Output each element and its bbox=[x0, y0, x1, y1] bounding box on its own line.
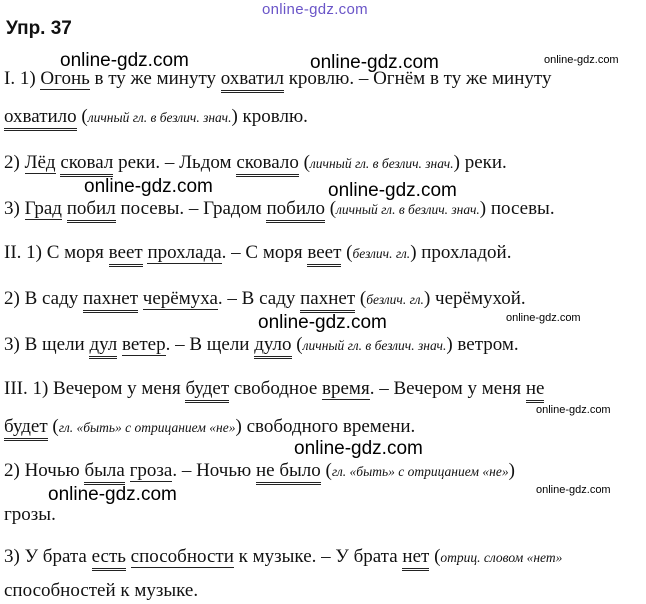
watermark: online-gdz.com bbox=[506, 312, 581, 324]
subject: способности bbox=[130, 546, 234, 567]
grammar-note: личный гл. в безлич. знач. bbox=[309, 156, 454, 171]
sentence-number: 2) bbox=[4, 152, 25, 173]
watermark: online-gdz.com bbox=[294, 438, 423, 459]
predicate: не было bbox=[256, 460, 321, 485]
text: . – Вечером у меня bbox=[369, 378, 526, 399]
sentence-3: 3) Град побил посевы. – Градом побило (личный гл. в безлич. знач.) посевы. bbox=[4, 198, 555, 220]
watermark: online-gdz.com bbox=[84, 176, 213, 197]
subject: гроза bbox=[129, 460, 173, 481]
subject: ветер bbox=[122, 334, 166, 355]
text: способностей к музыке. bbox=[4, 580, 199, 601]
predicate: пахнет bbox=[300, 288, 355, 313]
text: посевы. bbox=[486, 198, 555, 219]
predicate: сковал bbox=[60, 152, 113, 177]
predicate: будет bbox=[185, 378, 229, 403]
text: . – В саду bbox=[217, 288, 301, 309]
sentence-5: 2) В саду пахнет черёмуха. – В саду пахнет (безлич. гл.) черёмухой. bbox=[4, 288, 526, 310]
sentence-7-line-2: будет (гл. «быть» с отрицанием «не») свободного времени. bbox=[4, 416, 415, 438]
predicate: дул bbox=[89, 334, 117, 359]
predicate: дуло bbox=[254, 334, 291, 359]
text: реки. bbox=[459, 152, 507, 173]
sentence-number: 3) В щели bbox=[4, 334, 90, 355]
text: . – С моря bbox=[221, 242, 308, 263]
grammar-note: отриц. словом «нет» bbox=[440, 550, 563, 565]
exercise-title: Упр. 37 bbox=[6, 18, 72, 39]
predicate: пахнет bbox=[83, 288, 138, 313]
predicate: веет bbox=[307, 242, 341, 267]
watermark: online-gdz.com bbox=[262, 1, 368, 18]
predicate: охватил bbox=[221, 68, 284, 93]
grammar-note: личный гл. в безлич. знач. bbox=[336, 202, 480, 217]
sentence-8-line-1: 2) Ночью была гроза. – Ночью не было (гл. «быть» с отрицанием «не») bbox=[4, 460, 515, 482]
sentence-9-line-1: 3) У брата есть способности к музыке. – У брата нет (отриц. словом «нет» bbox=[4, 546, 562, 568]
text: . – Ночью bbox=[172, 460, 256, 481]
watermark: online-gdz.com bbox=[544, 54, 619, 66]
predicate: побило bbox=[266, 198, 324, 223]
sentence-1-line-2: охватило (личный гл. в безлич. знач.) кровлю. bbox=[4, 106, 308, 128]
text: кровлю. – Огнём в ту же минуту bbox=[283, 68, 552, 89]
watermark: online-gdz.com bbox=[536, 484, 611, 496]
sentence-6: 3) В щели дул ветер. – В щели дуло (личный гл. в безлич. знач.) ветром. bbox=[4, 334, 519, 356]
grammar-note: личный гл. в безлич. знач. bbox=[302, 338, 447, 353]
predicate: была bbox=[84, 460, 124, 485]
text: свободного времени. bbox=[241, 416, 416, 437]
text: кровлю. bbox=[237, 106, 308, 127]
subject: Лёд bbox=[24, 152, 56, 173]
watermark: online-gdz.com bbox=[310, 52, 439, 73]
grammar-note: безлич. гл. bbox=[366, 292, 424, 307]
text: ветром. bbox=[452, 334, 519, 355]
predicate: есть bbox=[92, 546, 126, 571]
grammar-note: гл. «быть» с отрицанием «не» bbox=[58, 420, 236, 435]
text: к музыке. – У брата bbox=[233, 546, 403, 567]
grammar-note: личный гл. в безлич. знач. bbox=[87, 110, 232, 125]
predicate: не bbox=[526, 378, 545, 403]
watermark: online-gdz.com bbox=[258, 312, 387, 333]
text bbox=[125, 460, 130, 481]
text: свободное bbox=[229, 378, 323, 399]
text: в ту же минуту bbox=[89, 68, 221, 89]
predicate: веет bbox=[109, 242, 143, 267]
predicate: сковало bbox=[236, 152, 299, 177]
text: грозы. bbox=[4, 504, 56, 525]
sentence-number: II. 1) С моря bbox=[4, 242, 109, 263]
text: посевы. – Градом bbox=[115, 198, 267, 219]
sentence-number: III. 1) Вечером у меня bbox=[4, 378, 186, 399]
watermark: online-gdz.com bbox=[48, 484, 177, 505]
subject: время bbox=[322, 378, 370, 399]
text: . – В щели bbox=[165, 334, 255, 355]
subject: черёмуха bbox=[142, 288, 218, 309]
sentence-number: 3) У брата bbox=[4, 546, 92, 567]
watermark: online-gdz.com bbox=[536, 404, 611, 416]
predicate: нет bbox=[402, 546, 429, 571]
sentence-number: I. 1) bbox=[4, 68, 41, 89]
subject: Огонь bbox=[40, 68, 90, 89]
sentence-9-line-2 bbox=[4, 580, 198, 602]
watermark: online-gdz.com bbox=[60, 50, 189, 71]
predicate: побил bbox=[67, 198, 116, 223]
sentence-7-line-1 bbox=[4, 378, 544, 400]
text: прохладой. bbox=[416, 242, 512, 263]
sentence-4: II. 1) С моря веет прохлада. – С моря веет (безлич. гл.) прохладой. bbox=[4, 242, 511, 264]
grammar-note: безлич. гл. bbox=[352, 246, 411, 261]
sentence-number: 2) Ночью bbox=[4, 460, 85, 481]
predicate: охватило bbox=[4, 106, 77, 131]
grammar-note: гл. «быть» с отрицанием «не» bbox=[331, 464, 509, 479]
predicate: будет bbox=[4, 416, 48, 441]
text bbox=[62, 198, 67, 219]
subject: Град bbox=[24, 198, 62, 219]
sentence-1-line-1 bbox=[4, 68, 551, 90]
watermark: online-gdz.com bbox=[328, 180, 457, 201]
sentence-2: 2) Лёд сковал реки. – Льдом сковало (личный гл. в безлич. знач.) реки. bbox=[4, 152, 507, 174]
text: черёмухой. bbox=[430, 288, 526, 309]
sentence-number: 3) bbox=[4, 198, 25, 219]
sentence-8-line-2 bbox=[4, 504, 56, 526]
text: реки. – Льдом bbox=[113, 152, 237, 173]
sentence-number: 2) В саду bbox=[4, 288, 84, 309]
subject: прохлада bbox=[147, 242, 222, 263]
text bbox=[126, 546, 131, 567]
